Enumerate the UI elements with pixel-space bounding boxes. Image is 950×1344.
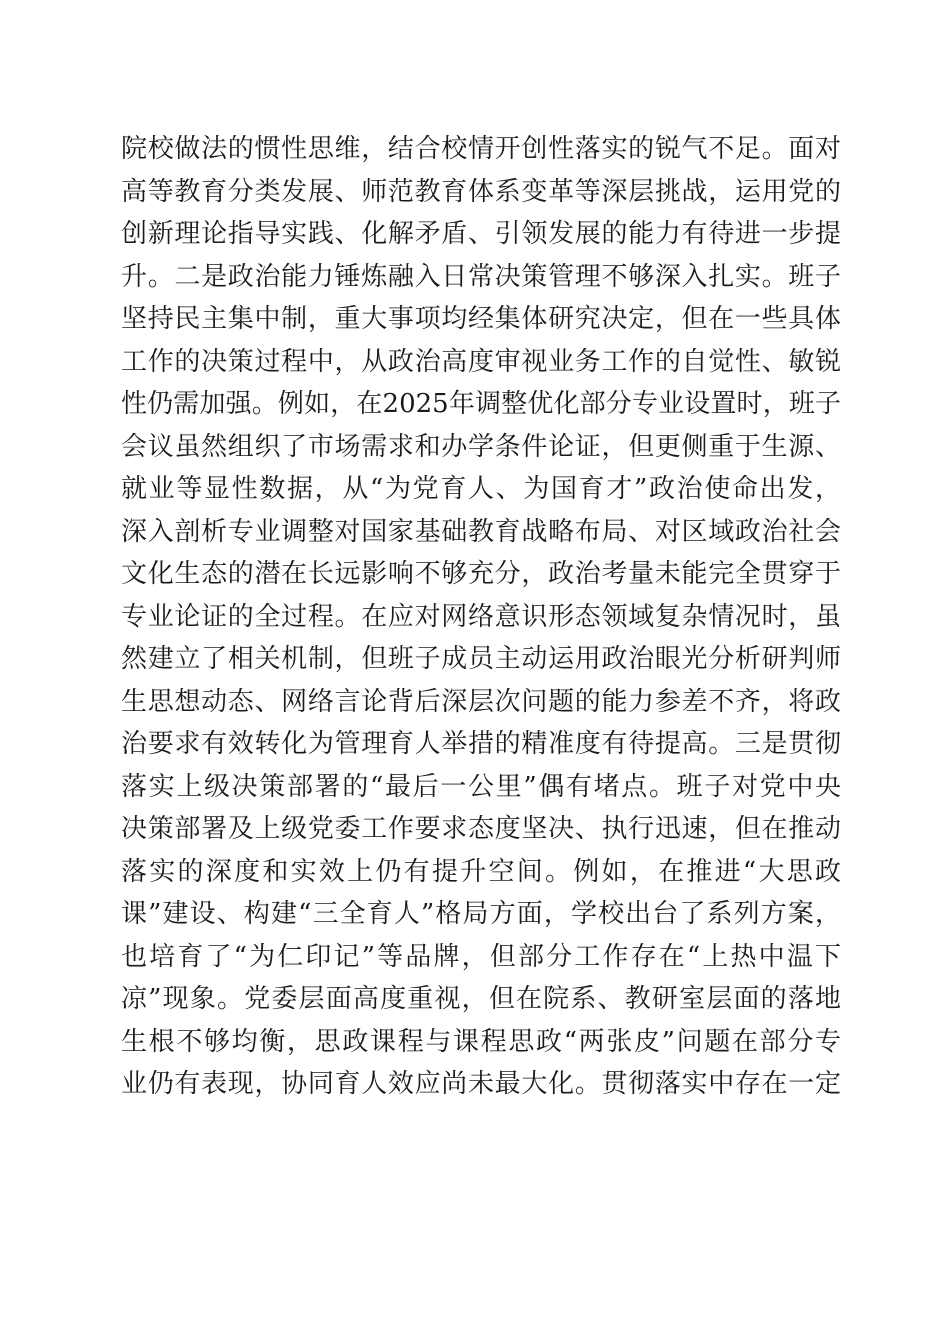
text-line: 创新理论指导实践、化解矛盾、引领发展的能力有待进一步提 <box>121 219 841 249</box>
text-line: 高等教育分类发展、师范教育体系变革等深层挑战，运用党的 <box>121 176 841 207</box>
text-line: 生思想动态、网络言论背后深层次问题的能力参差不齐，将政 <box>121 686 841 717</box>
text-line: 落实上级决策部署的“最后一公里”偶有堵点。班子对党中央 <box>121 771 841 802</box>
text-line: 工作的决策过程中，从政治高度审视业务工作的自觉性、敏锐 <box>121 346 841 377</box>
text-line: 就业等显性数据，从“为党育人、为国育才”政治使命出发， <box>121 474 841 504</box>
text-line: 文化生态的潜在长远影响不够充分，政治考量未能完全贯穿于 <box>121 559 841 589</box>
text-line: 坚持民主集中制，重大事项均经集体研究决定，但在一些具体 <box>121 304 841 334</box>
text-line: 落实的深度和实效上仍有提升空间。例如，在推进“大思政 <box>121 856 841 887</box>
text-line: 生根不够均衡，思政课程与课程思政“两张皮”问题在部分专 <box>121 1026 841 1057</box>
text-line: 性仍需加强。例如，在2025年调整优化部分专业设置时，班子 <box>121 389 841 419</box>
text-line: 深入剖析专业调整对国家基础教育战略布局、对区域政治社会 <box>121 516 841 547</box>
text-line: 课”建设、构建“三全育人”格局方面，学校出台了系列方案， <box>121 899 841 929</box>
text-line: 然建立了相关机制，但班子成员主动运用政治眼光分析研判师 <box>121 644 841 674</box>
text-line: 升。二是政治能力锤炼融入日常决策管理不够深入扎实。班子 <box>121 261 841 292</box>
text-line: 治要求有效转化为管理育人举措的精准度有待提高。三是贯彻 <box>121 729 841 759</box>
text-line: 也培育了“为仁印记”等品牌，但部分工作存在“上热中温下 <box>121 941 841 972</box>
body-paragraph <box>121 130 841 1108</box>
text-line: 专业论证的全过程。在应对网络意识形态领域复杂情况时，虽 <box>121 601 841 632</box>
text-line: 院校做法的惯性思维，结合校情开创性落实的锐气不足。面对 <box>121 134 841 164</box>
text-line: 会议虽然组织了市场需求和办学条件论证，但更侧重于生源、 <box>121 431 841 462</box>
text-line: 业仍有表现，协同育人效应尚未最大化。贯彻落实中存在一定 <box>121 1069 841 1099</box>
text-line: 凉”现象。党委层面高度重视，但在院系、教研室层面的落地 <box>121 984 841 1014</box>
text-line: 决策部署及上级党委工作要求态度坚决、执行迅速，但在推动 <box>121 814 841 844</box>
